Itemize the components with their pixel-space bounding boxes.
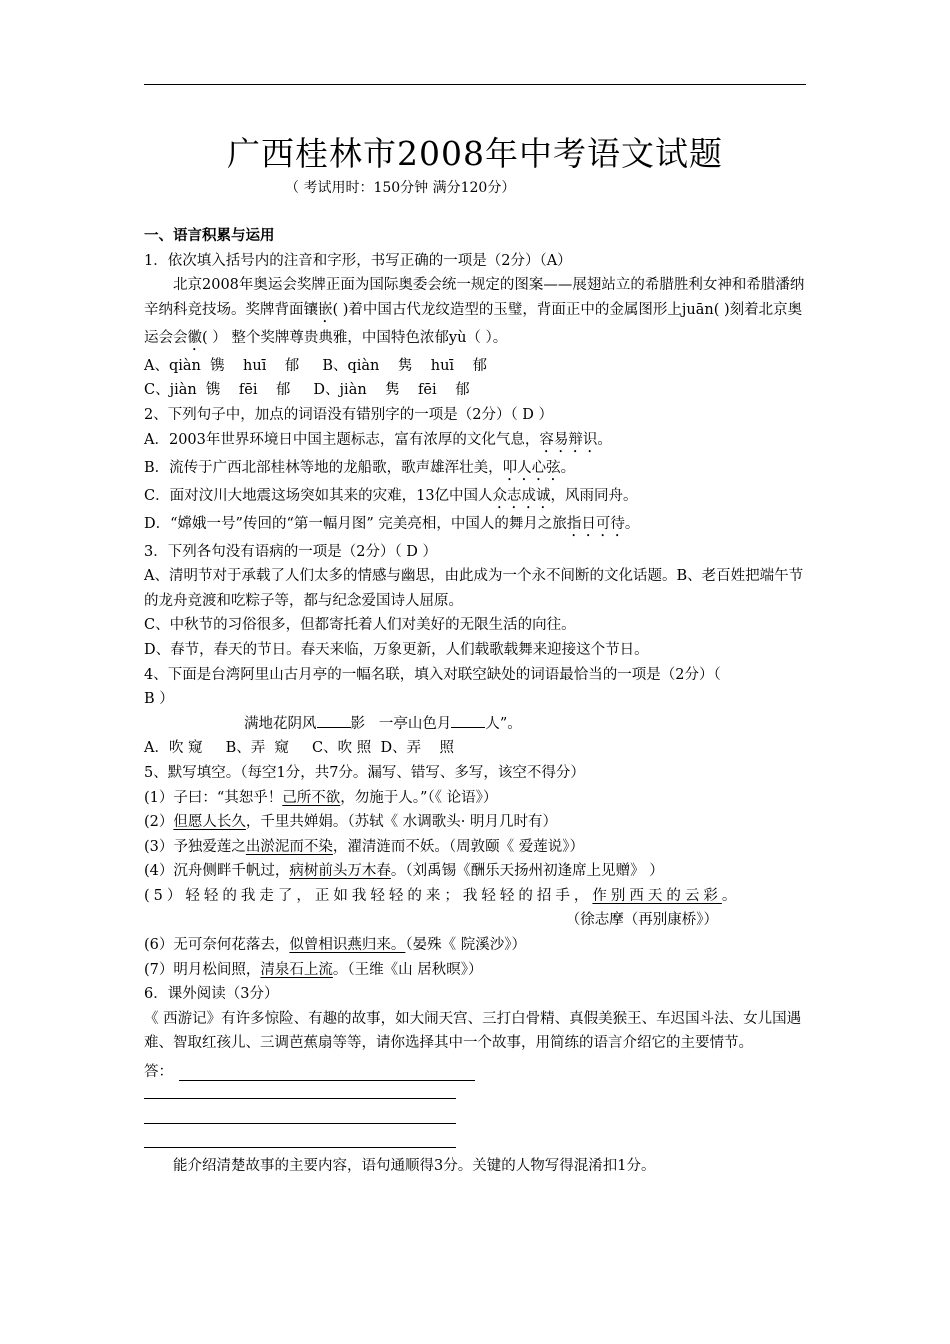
page-title: 广西桂林市2008年中考语文试题: [227, 134, 723, 173]
answer-underline: 似曾相识燕归来。: [289, 937, 406, 954]
answer-line[interactable]: [144, 1081, 808, 1106]
section-heading: 一、语言积累与运用: [144, 227, 275, 244]
answer-line[interactable]: [144, 1130, 808, 1155]
dotted-phrase: 容易辩识: [539, 431, 598, 448]
recitation-source: （徐志摩（再别康桥》）: [565, 912, 718, 929]
dotted-phrase: 指日可待: [566, 515, 625, 532]
question-4: [144, 663, 808, 761]
dotted-char: 徽: [187, 329, 202, 346]
recitation-line: (1）子曰：“其恕乎！己所不欲，勿施于人。”（《 论语》）: [144, 789, 498, 806]
option-line: A、清明节对于承载了人们太多的情感与幽思，由此成为一个永不间断的文化话题。B、老百姓把端午节的龙舟竞渡和吃粽子等，都与纪念爱国诗人屈原。: [144, 568, 804, 609]
option-line: C、中秋节的习俗很多，但都寄托着人们对美好的无限生活的向往。: [144, 617, 576, 634]
question-stem: 4、下面是台湾阿里山古月亭的一幅名联，填入对联空缺处的词语最恰当的一项是（2分）（: [144, 666, 721, 683]
answer-underline: 出淤泥而不染: [245, 838, 333, 855]
answer-underline: 但愿人长久: [173, 814, 246, 831]
option-line: D．“嫦娥一号”传回的“第一幅月图” 完美亮相，中国人的舞月之旅指日可待。: [144, 515, 640, 532]
recitation-line: (5）轻轻的我走了，正如我轻轻的来；我轻轻的招手，作别西天的云彩。: [144, 887, 741, 904]
recitation-line: (2）但愿人长久，千里共婵娟。（苏轼《 水调歌头· 明月几时有）: [144, 814, 557, 831]
couplet: 满地花阴风 影 一亭山色月 人”。: [144, 712, 808, 737]
question-5: [144, 761, 808, 982]
recitation-line: (6）无可奈何花落去，似曾相识燕归来。（晏殊《 院溪沙》）: [144, 937, 526, 954]
option-line: C．面对汶川大地震这场突如其来的灾难，13亿中国人众志成诚，风雨同舟。: [144, 487, 638, 504]
question-2: [144, 403, 808, 540]
question-body: 《 西游记》有许多惊险、有趣的故事，如大闹天宫、三打白骨精、真假美猴王、车迟国斗法、女儿国遇难、智取红孩儿、三调芭蕉扇等等，请你选择其中一个故事，用简练的语言介绍它的主要情节。: [144, 1010, 802, 1052]
option-line: D、春节，春天的节日。春天来临，万象更新，人们载歌载舞来迎接这个节日。: [144, 641, 649, 658]
answer-underline: 清泉石上流: [260, 961, 333, 978]
question-stem: 6．课外阅读（3分）: [144, 986, 279, 1003]
recitation-line: (3）予独爱莲之出淤泥而不染，濯清涟而不妖。（周敦颐《 爱莲说》）: [144, 838, 584, 855]
question-6: [144, 982, 808, 1179]
question-stem: 1．依次填入括号内的注音和字形，书写正确的一项是（2分）（A）: [144, 252, 572, 269]
page-subtitle: （ 考试用时：150分钟 满分120分）: [285, 180, 516, 196]
question-stem: 2、下列句子中，加点的词语没有错别字的一项是（2分）（ D ）: [144, 406, 554, 423]
recitation-line: (4）沉舟侧畔千帆过，病树前头万木春。（刘禹锡《酬乐天扬州初逢席上见赠》 ）: [144, 863, 664, 880]
option-line: A．2003年世界环境日中国主题标志，富有浓厚的文化气息，容易辩识。: [144, 431, 612, 448]
dotted-phrase: 叩人心弦: [502, 459, 561, 476]
exam-content: [144, 224, 808, 1179]
blank-line: [451, 713, 485, 728]
question-stem-cont: B ）: [144, 691, 174, 708]
header-rule: [144, 84, 806, 85]
question-3: [144, 540, 808, 663]
answer-label: 答：: [144, 1063, 173, 1080]
scoring-note: 能介绍清楚故事的主要内容，语句通顺得3分。关键的人物写得混淆扣1分。: [173, 1158, 656, 1175]
question-passage: 北京2008年奥运会奖牌正面为国际奥委会统一规定的图案——展翅站立的希腊胜利女神和希腊潘纳辛纳科竞技场。奖牌背面镶嵌( )着中国古代龙纹造型的玉璧，背面正中的金属图形上juān( )刻着北京奥运会会徽( ） 整个奖牌尊贵典雅，中国特色浓郁yù（ ）。: [144, 277, 805, 346]
question-stem: 3．下列各句没有语病的一项是（2分）（ D ）: [144, 543, 438, 560]
answer-field[interactable]: [179, 1062, 475, 1081]
question-stem: 5、默写填空。（每空1分，共7分。漏写、错写、多写，该空不得分）: [144, 764, 585, 781]
option-line: A．吹 窥 B、弄 窥 C、吹 照 D、弄 照: [144, 740, 455, 757]
answer-row: [144, 1056, 808, 1081]
option-line: A、qiàn 镌 huī 郁 B、qiàn 隽 huī 郁: [144, 357, 488, 374]
option-line: C、jiàn 镌 fēi 郁 D、jiàn 隽 fēi 郁: [144, 382, 470, 399]
option-line: B．流传于广西北部桂林等地的龙船歌，歌声雄浑壮美，叩人心弦。: [144, 459, 576, 476]
answer-underline: 作别西天的云彩: [592, 887, 722, 904]
dotted-char: 嵌: [318, 301, 333, 318]
dotted-phrase: 众志成诚: [492, 487, 551, 504]
recitation-line: (7）明月松间照，清泉石上流。（王维《山 居秋暝》）: [144, 961, 483, 978]
answer-line[interactable]: [144, 1105, 808, 1130]
answer-underline: 病树前头万木春: [289, 863, 391, 880]
answer-underline: 己所不欲: [282, 789, 341, 806]
blank-line: [317, 713, 351, 728]
question-1: [144, 249, 808, 403]
